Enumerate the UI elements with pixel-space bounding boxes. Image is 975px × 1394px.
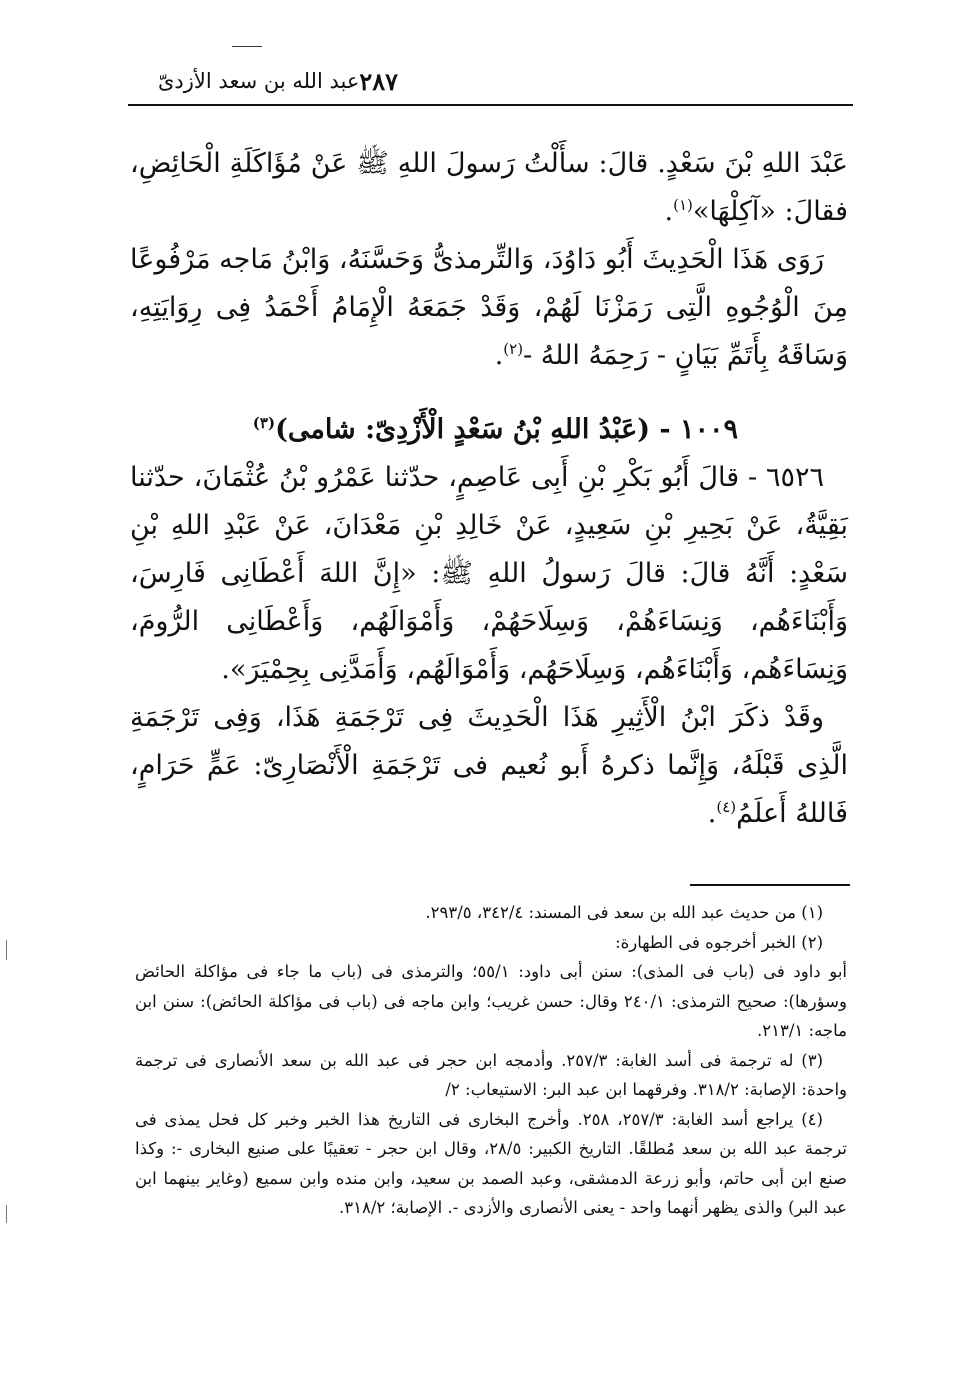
header-rule — [128, 104, 853, 106]
scan-edge-mark — [6, 1205, 7, 1223]
footnote-ref-3: (٣) — [252, 414, 276, 432]
entry-heading-text: ١٠٠٩ - (عَبْدُ اللهِ بْنُ سَعْدٍ الْأَزْدِىّ: شامى) — [275, 414, 738, 445]
footnote-2-continuation: أبو داود فى (باب فى المذى): سنن أبى داود: ٥٥/١؛ والترمذى فى (باب ما جاء فى مؤاكلة الحائض وسؤرها): صحيح الترمذى: ٢٤٠/١ وقال: حسن غريب؛ وابن ماجه فى (باب فى مؤاكلة الحائض): سنن ابن ماجه: ٢١٣/١. — [135, 962, 847, 1040]
footnote-3: (٣) له ترجمة فى أسد الغابة: ٢٥٧/٣. وأدمجه ابن حجر فى عبد الله بن سعد الأنصارى فى ترجمة واحدة: الإصابة: ٣١٨/٢. وفرقهما ابن عبد البر: الاستيعاب: ٢/ — [135, 1050, 847, 1099]
hadith-paragraph: ٦٥٢٦ - قالَ أَبُو بَكْرِ بْنِ أَبِى عَاصِمٍ، حدّثنا عَمْرُو بْنُ عُثْمَانَ، حدّثنا بَقِيَّةُ، عَنْ بَحِيرِ بْنِ سَعِيدٍ، عَنْ خَالِدِ بْنِ مَعْدَانَ، عَنْ عَبْدِ اللهِ بْنِ سَعْدٍ: أَنَّهُ قالَ: قالَ رَسولُ اللهِ ﷺ: «إِنَّ اللهَ أَعْطَانِى فَارِسَ، وَأَبْنَاءَهُم، وَنِسَاءَهُمْ، وَسِلَاحَهُمْ، وَأَمْوَالَهُم، وَأَعْطَانِى الرُّومَ، وَنِسَاءَهُم، وَأَبْنَاءَهُم، وَسِلَاحَهُم، وَأَمْوَالَهُم، وَأَمَدَّنِى بِحِمْيَرَ». — [130, 462, 848, 685]
footnote-2: (٢) الخبر أخرجوه فى الطهارة: — [615, 932, 823, 952]
main-text — [130, 140, 848, 838]
running-title: عبد الله بن سعد الأزدىّ — [158, 69, 360, 93]
page-number: ٢٨٧ — [359, 66, 399, 96]
paragraph-2-text: رَوَى هَذَا الْحَدِيثَ أَبُو دَاوُدَ، وَالتِّرمذىُّ وَحَسَّنَهُ، وَابْنُ مَاجه مَرْفُوعًا مِنَ الْوُجُوهِ الَّتِى رَمَزْنَا لَهُمْ، وَقَدْ جَمَعَهُ الْإِمَامُ أَحْمَدُ فِى رِوَايَتِهِ، وَسَاقَهُ بِأَتَمِّ بَيَانٍ - رَحِمَهُ اللهُ - — [130, 244, 848, 371]
footnote-ref-4: (٤) — [716, 798, 737, 816]
top-ornament-mark — [232, 46, 262, 47]
paragraph-2: رَوَى هَذَا الْحَدِيثَ أَبُو دَاوُدَ، وَالتِّرمذىُّ وَحَسَّنَهُ، وَابْنُ مَاجه مَرْفُوعًا مِنَ الْوُجُوهِ الَّتِى رَمَزْنَا لَهُمْ، وَقَدْ جَمَعَهُ الْإِمَامُ أَحْمَدُ فِى رِوَايَتِهِ، وَسَاقَهُ بِأَتَمِّ بَيَانٍ - رَحِمَهُ اللهُ -$^{(٢)}$. — [130, 244, 848, 371]
entry-heading — [130, 406, 848, 454]
footnote-1: (١) من حديث عبد الله بن سعد فى المسند: ٣٤٢/٤، ٢٩٣/٥. — [425, 903, 823, 922]
scan-edge-mark — [6, 940, 7, 960]
paragraph-1-text: عَبْدَ اللهِ بْنَ سَعْدٍ. قالَ: سأَلْتُ رَسولَ اللهِ ﷺ عَنْ مُؤَاكَلَةِ الْحَائِضِ، فقالَ: «آكِلْهَا» — [130, 148, 848, 227]
running-header — [128, 62, 853, 100]
footnote-ref-2: (٢) — [503, 340, 524, 358]
paragraph-3-text: وقَدْ ذكَرَ ابْنُ الْأَثِيرِ هَذَا الْحَدِيثَ فِى تَرْجَمَةِ هَذَا، وَفِى تَرْجَمَةِ الَّذِى قَبْلَهُ، وَإِنَّما ذكرهُ أَبو نُعيم فى تَرْجَمَةِ الْأَنْصَارِىّ: عَمٍّ حَرَامٍ، فَاللهُ أَعلَمُ — [130, 702, 848, 829]
footnotes — [135, 898, 847, 1223]
footnote-separator — [690, 884, 850, 886]
footnote-ref-1: (١) — [673, 196, 693, 214]
paragraph-3: وقَدْ ذكَرَ ابْنُ الْأَثِيرِ هَذَا الْحَدِيثَ فِى تَرْجَمَةِ هَذَا، وَفِى تَرْجَمَةِ الَّذِى قَبْلَهُ، وَإِنَّما ذكرهُ أَبو نُعيم فى تَرْجَمَةِ الْأَنْصَارِىّ: عَمٍّ حَرَامٍ، فَاللهُ أَعلَمُ$^{(٤)}$. — [130, 702, 848, 829]
footnote-4: (٤) يراجع أسد الغابة: ٢٥٧/٣، ٢٥٨. وأخرج البخارى فى التاريخ هذا الخبر وخبر كل فحل يمذى فى ترجمة عبد الله بن سعد مُطلقًا. التاريخ الكبير: ٢٨/٥، وقال ابن حجر - تعقيبًا على صنيع البخارى -: وكذا صنع ابن أبى حاتم، وأبو زرعة الدمشقى، وعبد الصمد بن سعيد، وابن منده وابن سميع (وغاير بينهما ابن عبد البر) والذى يظهر أنهما واحد - يعنى الأنصارى والأزدى -. الإصابة؛ ٣١٨/٢. — [135, 1109, 847, 1217]
paragraph-1: عَبْدَ اللهِ بْنَ سَعْدٍ. قالَ: سأَلْتُ رَسولَ اللهِ ﷺ عَنْ مُؤَاكَلَةِ الْحَائِضِ، فقالَ: «آكِلْهَا»$^{(١)}$. — [130, 148, 848, 227]
